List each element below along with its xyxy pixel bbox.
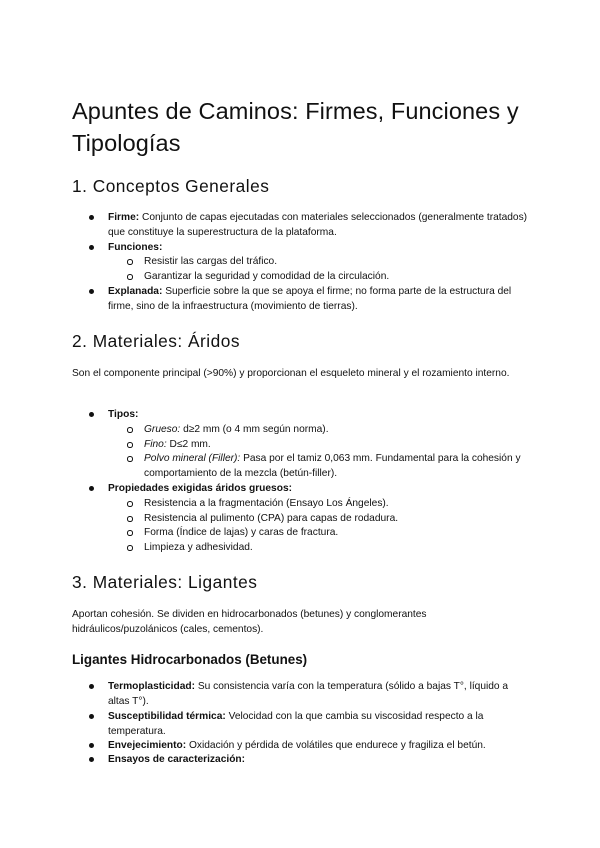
section-1-heading: 1. Conceptos Generales [72, 176, 270, 196]
sublist-item [144, 451, 528, 481]
bullet-icon [89, 684, 94, 689]
sublist-item-text: Forma (Índice de lajas) y caras de fractura. [144, 527, 339, 538]
item-text: Oxidación y pérdida de volátiles que endurece y fragiliza el betún. [188, 740, 486, 751]
bullet-icon [89, 486, 94, 491]
bullet-icon [89, 757, 94, 762]
item-text: Su consistencia varía con la temperatura (sólido a bajas T°, líquido a altas T°). [108, 681, 509, 707]
sublist-item [144, 540, 528, 555]
bullet-icon [89, 714, 94, 719]
list-item-envejecimiento [108, 738, 528, 753]
section-2-heading: 2. Materiales: Áridos [72, 331, 241, 351]
bullet-icon [89, 412, 94, 417]
circle-bullet-icon [127, 274, 133, 280]
circle-bullet-icon [127, 545, 133, 551]
propiedades-label: Propiedades exigidas áridos gruesos: [108, 483, 293, 494]
section-3-intro: Aportan cohesión. Se dividen en hidrocarbonados (betunes) y conglomerantes hidráulicos/puzolánicos (cales, cementos). [72, 609, 427, 635]
term: Fino: [144, 439, 167, 450]
bullet-icon [89, 215, 94, 220]
item-label: Termoplasticidad: [108, 681, 195, 692]
bullet-icon [89, 245, 94, 250]
bullet-icon [89, 289, 94, 294]
sublist-item [144, 437, 528, 452]
firme-text: Conjunto de capas ejecutadas con materiales seleccionados (generalmente tratados) que constituye la superestructura de la plataforma. [108, 212, 528, 238]
circle-bullet-icon [127, 516, 133, 522]
explanada-label: Explanada: [108, 286, 163, 297]
sublist-item-text: Limpieza y adhesividad. [144, 542, 253, 553]
item-label: Susceptibilidad térmica: [108, 711, 226, 722]
circle-bullet-icon [127, 259, 133, 265]
tipos-label: Tipos: [108, 409, 139, 420]
list-item-explanada [108, 284, 528, 314]
bullet-icon [89, 743, 94, 748]
section-2-intro: Son el componente principal (>90%) y proporcionan el esqueleto mineral y el rozamiento interno. [72, 368, 510, 379]
sublist-item [144, 496, 528, 511]
subsection-heading: Ligantes Hidrocarbonados (Betunes) [72, 652, 308, 667]
list-item-funciones [108, 240, 528, 255]
circle-bullet-icon [127, 427, 133, 433]
term: Grueso: [144, 424, 181, 435]
sublist-item [144, 511, 528, 526]
sublist-item-text: d≥2 mm (o 4 mm según norma). [183, 424, 329, 435]
item-text: Velocidad con la que cambia su viscosidad respecto a la temperatura. [108, 711, 484, 737]
term: Polvo mineral (Filler): [144, 453, 241, 464]
sublist-item [144, 269, 528, 284]
list-item-termoplasticidad [108, 679, 528, 709]
sublist-item-text: Resistencia al pulimento (CPA) para capas de rodadura. [144, 513, 399, 524]
circle-bullet-icon [127, 442, 133, 448]
sublist-item-text: Pasa por el tamiz 0,063 mm. Fundamental para la cohesión y comportamiento de la mezcla (betún-filler). [144, 453, 521, 479]
list-item-ensayos [108, 752, 528, 767]
circle-bullet-icon [127, 456, 133, 462]
circle-bullet-icon [127, 501, 133, 507]
list-item-tipos [108, 407, 528, 422]
list-item-firme [108, 210, 528, 240]
explanada-text: Superficie sobre la que se apoya el firme; no forma parte de la estructura del firme, sino de la infraestructura (movimiento de tierras). [108, 286, 512, 312]
funciones-label: Funciones: [108, 242, 163, 253]
sublist-item [144, 422, 528, 437]
item-label: Envejecimiento: [108, 740, 187, 751]
sublist-item-text: D≤2 mm. [169, 439, 211, 450]
item-label: Ensayos de caracterización: [108, 754, 246, 765]
firme-label: Firme: [108, 212, 140, 223]
list-item-susceptibilidad [108, 709, 528, 739]
sublist-item-text: Garantizar la seguridad y comodidad de la circulación. [144, 271, 390, 282]
sublist-item-text: Resistencia a la fragmentación (Ensayo Los Ángeles). [144, 498, 389, 509]
sublist-item [144, 254, 528, 269]
document-title: Apuntes de Caminos: Firmes, Funciones y Tipologías [72, 98, 519, 156]
sublist-item [144, 525, 528, 540]
section-3-heading: 3. Materiales: Ligantes [72, 572, 258, 592]
sublist-item-text: Resistir las cargas del tráfico. [144, 256, 278, 267]
circle-bullet-icon [127, 530, 133, 536]
list-item-propiedades [108, 481, 528, 496]
